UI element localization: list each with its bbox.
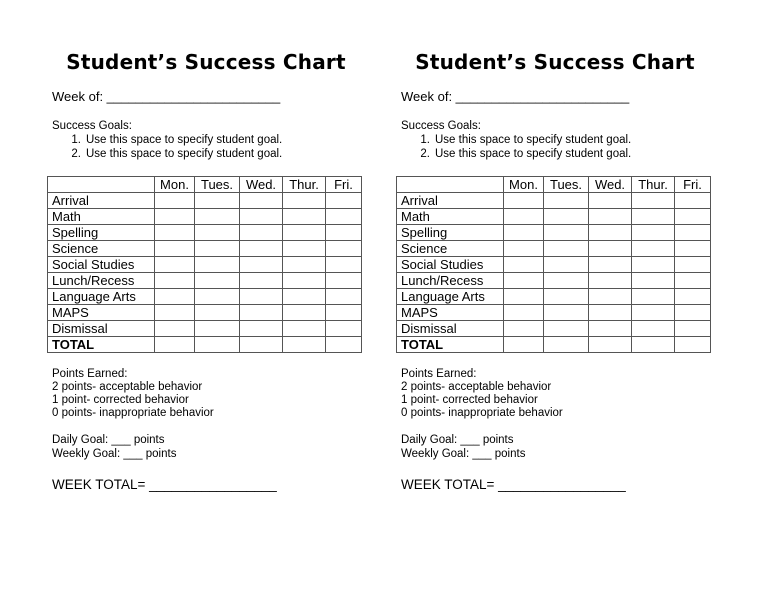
score-cell[interactable] (283, 241, 326, 257)
subject-label: Spelling (397, 225, 504, 241)
score-cell[interactable] (195, 257, 240, 273)
score-cell[interactable] (240, 289, 283, 305)
subject-label: MAPS (48, 305, 155, 321)
week-total-field[interactable]: WEEK TOTAL= _________________ (52, 477, 277, 492)
score-cell[interactable] (504, 289, 544, 305)
score-cell[interactable] (589, 273, 632, 289)
score-cell[interactable] (240, 257, 283, 273)
score-cell[interactable] (504, 241, 544, 257)
points-legend (401, 381, 563, 420)
score-cell[interactable] (632, 193, 675, 209)
score-cell[interactable] (155, 321, 195, 337)
score-cell[interactable] (589, 321, 632, 337)
day-header: Tues. (195, 177, 240, 193)
score-cell[interactable] (675, 321, 711, 337)
score-cell[interactable] (544, 209, 589, 225)
grid-row (397, 257, 711, 273)
grid-header-row (48, 177, 362, 193)
score-cell[interactable] (326, 257, 362, 273)
score-cell[interactable] (195, 305, 240, 321)
score-cell[interactable] (283, 289, 326, 305)
score-cell[interactable] (155, 209, 195, 225)
subject-label: TOTAL (48, 337, 155, 353)
subject-label: Dismissal (397, 321, 504, 337)
score-cell[interactable] (632, 321, 675, 337)
success-goal-item[interactable] (65, 147, 282, 161)
score-cell[interactable] (632, 273, 675, 289)
points-legend-item: 1 point- corrected behavior (401, 394, 538, 406)
score-cell[interactable] (504, 257, 544, 273)
grid-row (397, 289, 711, 305)
subject-label: Social Studies (48, 257, 155, 273)
success-goals-heading: Success Goals: (401, 120, 481, 132)
grid-row (48, 337, 362, 353)
grid-row (397, 273, 711, 289)
score-cell[interactable] (326, 225, 362, 241)
score-cell[interactable] (675, 289, 711, 305)
score-cell[interactable] (589, 209, 632, 225)
daily-goal-field[interactable]: Daily Goal: ___ points (52, 434, 165, 446)
success-goals-heading: Success Goals: (52, 120, 132, 132)
weekly-goal-field[interactable]: Weekly Goal: ___ points (401, 448, 526, 460)
score-cell[interactable] (240, 305, 283, 321)
score-cell[interactable] (675, 257, 711, 273)
score-cell[interactable] (195, 209, 240, 225)
chart-title: Student’s Success Chart (66, 50, 346, 74)
score-cell[interactable] (155, 305, 195, 321)
chart-title: Student’s Success Chart (415, 50, 695, 74)
success-goal-item[interactable] (414, 133, 631, 147)
score-cell[interactable] (504, 225, 544, 241)
grid-row (397, 321, 711, 337)
grid-row (48, 273, 362, 289)
subject-label: MAPS (397, 305, 504, 321)
points-legend-item: 1 point- corrected behavior (52, 394, 189, 406)
subject-label: Science (397, 241, 504, 257)
score-cell[interactable] (155, 193, 195, 209)
success-goals-list (414, 133, 631, 161)
grid-row (397, 209, 711, 225)
score-cell[interactable] (326, 305, 362, 321)
goal-text: Use this space to specify student goal. (435, 148, 632, 160)
day-header: Thur. (283, 177, 326, 193)
day-header: Fri. (675, 177, 711, 193)
score-cell[interactable] (283, 273, 326, 289)
grid-row (48, 321, 362, 337)
score-cell[interactable] (632, 305, 675, 321)
score-cell[interactable] (326, 193, 362, 209)
score-cell[interactable] (240, 241, 283, 257)
day-header: Tues. (544, 177, 589, 193)
score-cell[interactable] (195, 321, 240, 337)
score-cell[interactable] (675, 305, 711, 321)
grid-row (48, 305, 362, 321)
score-cell[interactable] (326, 273, 362, 289)
success-goals-list (65, 133, 282, 161)
score-cell[interactable] (544, 337, 589, 353)
grid-row (397, 241, 711, 257)
points-legend-item: 0 points- inappropriate behavior (401, 407, 563, 419)
score-cell[interactable] (155, 337, 195, 353)
behavior-grid (47, 176, 362, 353)
score-cell[interactable] (283, 209, 326, 225)
subject-label: Arrival (397, 193, 504, 209)
grid-row (48, 257, 362, 273)
subject-label: Lunch/Recess (48, 273, 155, 289)
score-cell[interactable] (589, 337, 632, 353)
score-cell[interactable] (504, 209, 544, 225)
score-cell[interactable] (195, 193, 240, 209)
score-cell[interactable] (155, 257, 195, 273)
grid-row (397, 225, 711, 241)
subject-label: Lunch/Recess (397, 273, 504, 289)
score-cell[interactable] (632, 241, 675, 257)
points-legend-item: 0 points- inappropriate behavior (52, 407, 214, 419)
grid-corner-cell (397, 177, 504, 193)
points-legend-item: 2 points- acceptable behavior (401, 381, 552, 393)
score-cell[interactable] (240, 209, 283, 225)
score-cell[interactable] (240, 337, 283, 353)
score-cell[interactable] (326, 209, 362, 225)
score-cell[interactable] (283, 321, 326, 337)
score-cell[interactable] (195, 289, 240, 305)
score-cell[interactable] (283, 337, 326, 353)
day-header: Mon. (155, 177, 195, 193)
score-cell[interactable] (544, 289, 589, 305)
score-cell[interactable] (326, 321, 362, 337)
score-cell[interactable] (155, 241, 195, 257)
day-header: Mon. (504, 177, 544, 193)
subject-label: Dismissal (48, 321, 155, 337)
day-header: Thur. (632, 177, 675, 193)
week-of-field[interactable]: Week of: ________________________ (52, 89, 281, 104)
score-cell[interactable] (544, 321, 589, 337)
score-cell[interactable] (675, 273, 711, 289)
score-cell[interactable] (283, 305, 326, 321)
score-cell[interactable] (632, 337, 675, 353)
score-cell[interactable] (504, 321, 544, 337)
score-cell[interactable] (675, 225, 711, 241)
goal-text: Use this space to specify student goal. (86, 134, 283, 146)
score-cell[interactable] (589, 225, 632, 241)
score-cell[interactable] (283, 225, 326, 241)
points-earned-heading: Points Earned: (401, 368, 477, 380)
score-cell[interactable] (283, 193, 326, 209)
score-cell[interactable] (240, 321, 283, 337)
success-goal-item[interactable] (65, 133, 282, 147)
goal-number: 2. (420, 148, 430, 160)
day-header: Wed. (240, 177, 283, 193)
subject-label: Science (48, 241, 155, 257)
subject-label: Language Arts (48, 289, 155, 305)
subject-label: Math (397, 209, 504, 225)
day-header: Fri. (326, 177, 362, 193)
day-header: Wed. (589, 177, 632, 193)
score-cell[interactable] (675, 209, 711, 225)
goal-number: 1. (420, 134, 430, 146)
score-cell[interactable] (589, 193, 632, 209)
score-cell[interactable] (589, 289, 632, 305)
subject-label: TOTAL (397, 337, 504, 353)
score-cell[interactable] (544, 305, 589, 321)
points-legend (52, 381, 214, 420)
score-cell[interactable] (504, 193, 544, 209)
score-cell[interactable] (632, 209, 675, 225)
grid-corner-cell (48, 177, 155, 193)
score-cell[interactable] (544, 193, 589, 209)
score-cell[interactable] (544, 257, 589, 273)
grid-row (48, 241, 362, 257)
score-cell[interactable] (544, 273, 589, 289)
grid-row (48, 209, 362, 225)
score-cell[interactable] (326, 337, 362, 353)
score-cell[interactable] (195, 337, 240, 353)
score-cell[interactable] (240, 193, 283, 209)
score-cell[interactable] (589, 257, 632, 273)
score-cell[interactable] (504, 273, 544, 289)
score-cell[interactable] (544, 225, 589, 241)
goal-number: 2. (71, 148, 81, 160)
score-cell[interactable] (326, 241, 362, 257)
score-cell[interactable] (675, 193, 711, 209)
score-cell[interactable] (155, 225, 195, 241)
score-cell[interactable] (155, 273, 195, 289)
goal-text: Use this space to specify student goal. (435, 134, 632, 146)
score-cell[interactable] (240, 273, 283, 289)
score-cell[interactable] (589, 241, 632, 257)
grid-row (397, 337, 711, 353)
grid-row (48, 193, 362, 209)
score-cell[interactable] (240, 225, 283, 241)
points-earned-heading: Points Earned: (52, 368, 128, 380)
score-cell[interactable] (675, 241, 711, 257)
grid-row (48, 225, 362, 241)
grid-header-row (397, 177, 711, 193)
subject-label: Math (48, 209, 155, 225)
score-cell[interactable] (632, 257, 675, 273)
subject-label: Language Arts (397, 289, 504, 305)
week-of-field[interactable]: Week of: ________________________ (401, 89, 630, 104)
grid-row (48, 289, 362, 305)
success-goal-item[interactable] (414, 147, 631, 161)
goal-text: Use this space to specify student goal. (86, 148, 283, 160)
subject-label: Arrival (48, 193, 155, 209)
score-cell[interactable] (504, 337, 544, 353)
score-cell[interactable] (195, 241, 240, 257)
score-cell[interactable] (675, 337, 711, 353)
daily-goal-field[interactable]: Daily Goal: ___ points (401, 434, 514, 446)
score-cell[interactable] (632, 289, 675, 305)
score-cell[interactable] (544, 241, 589, 257)
score-cell[interactable] (155, 289, 195, 305)
points-legend-item: 2 points- acceptable behavior (52, 381, 203, 393)
score-cell[interactable] (632, 225, 675, 241)
weekly-goal-field[interactable]: Weekly Goal: ___ points (52, 448, 177, 460)
behavior-grid (396, 176, 711, 353)
week-total-field[interactable]: WEEK TOTAL= _________________ (401, 477, 626, 492)
subject-label: Social Studies (397, 257, 504, 273)
score-cell[interactable] (326, 289, 362, 305)
score-cell[interactable] (195, 273, 240, 289)
goal-number: 1. (71, 134, 81, 146)
subject-label: Spelling (48, 225, 155, 241)
grid-row (397, 305, 711, 321)
score-cell[interactable] (504, 305, 544, 321)
score-cell[interactable] (283, 257, 326, 273)
score-cell[interactable] (195, 225, 240, 241)
score-cell[interactable] (589, 305, 632, 321)
grid-row (397, 193, 711, 209)
